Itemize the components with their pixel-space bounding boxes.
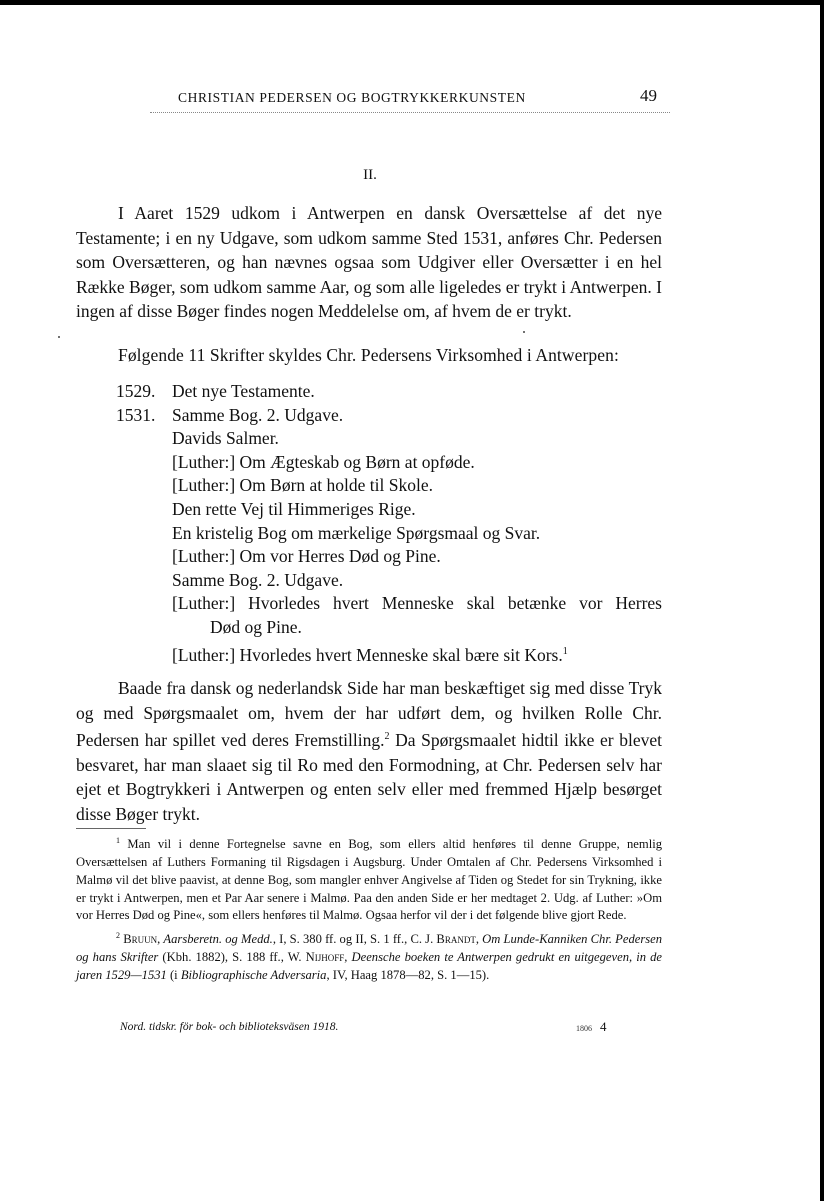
scan-speck [58,336,60,338]
footnote-ref: 2 [384,731,390,743]
footer-signature-number: 4 [600,1019,607,1034]
citation-title: Deensche boeken te Antwerpen gedrukt en uitgegeven, in de jaren 1529—1531 [76,950,662,982]
list-item [116,569,676,593]
list-title: Davids Salmer. [172,428,279,449]
footnote-ref: 1 [562,645,568,657]
list-item [116,498,676,522]
list-year: 1531. [116,404,156,425]
footnote-mark: 2 [116,931,120,941]
citation-title: Om Lunde-Kanniken Chr. Pedersen og hans Skrifter [76,932,663,965]
list-title: Samme Bog. 2. Udgave. [172,569,344,590]
list-item [116,380,676,404]
paragraph-1 [76,201,662,324]
footnote-mark: 1 [116,836,120,845]
list-title: Den rette Vej til Himmeriges Rige. [172,498,416,519]
list-title: Det nye Testamente. [172,381,315,401]
list-item [116,592,676,639]
list-title [172,640,676,667]
section-heading: II. [363,167,377,183]
author-bruun: Bruun [123,932,158,947]
list-title: [Luther:] Om Børn at holde til Skole. [172,475,433,496]
list-item [116,451,676,475]
list-item [116,640,676,667]
list-item [116,427,676,451]
paragraph-2-text: Følgende 11 Skrifter skyldes Chr. Pedersens Virksomhed i Antwerpen: [118,345,619,365]
scan-edge-right [820,0,824,1201]
footer-signature-small: 1806 [576,1024,592,1033]
footnotes [76,832,662,987]
citation-title: Bibliographische Adversaria [180,967,327,982]
footnote-1-text: Man vil i denne Fortegnelse savne en Bog, som ellers altid henføres til denne Gruppe, nemlig Oversættelsen af Luthers Formaning til Rigsdagen i Augsburg. Under Omtalen af Chr. Pedersens Virksomhed i Malmø vil det blive paavist, at denne Bog, som mangler enhver Angivelse af Tiden og Stedet for sin Trykning, ikke er trykt i Antwerpen, men et Par Aar senere i Malmø. Paa den anden Side er her medtaget 2. Udg. af Luther: »Om vor Herres Død og Pine«, som ellers henføres til Malmø. Ogsaa herfor vil der i det følgende blive gjort Rede. [76,837,662,923]
list-title: [Luther:] Om Ægteskab og Børn at opføde. [172,451,475,472]
list-item [116,474,676,498]
footnote-1 [76,832,662,925]
paragraph-3-text: Baade fra dansk og nederlandsk Side har man beskæftiget sig med disse Tryk og med Spørgsmaalet om, hvem der har udført dem, og hvilken Rolle Chr. Pedersen har spillet ved deres Fremstilling. [76,678,662,751]
list-title: [Luther:] Om vor Herres Død og Pine. [172,546,441,567]
running-head: CHRISTIAN PEDERSEN OG BOGTRYKKERKUNSTEN [178,90,526,105]
works-list [116,380,676,667]
list-item [116,522,676,546]
footer-signature [576,1019,607,1035]
scan-speck [523,331,525,333]
author-brandt: Brandt [436,932,476,947]
list-item [116,404,676,428]
scan-edge-top [0,0,824,5]
list-title: Samme Bog. 2. Udgave. [172,404,344,425]
list-title: En kristelig Bog om mærkelige Spørgsmaal og Svar. [172,522,541,543]
list-title-text: [Luther:] Hvorledes hvert Menneske skal bære sit Kors. [172,644,563,665]
footer-journal: Nord. tidskr. för bok- och biblioteksväsen 1918. [120,1021,339,1033]
paragraph-2 [76,343,662,368]
list-title-continuation: Død og Pine. [210,616,302,637]
list-title-line: [Luther:] Hvorledes hvert Menneske skal betænke vor Herres [172,593,662,614]
list-title [172,592,662,639]
header-rule [150,112,670,113]
footnote-rule [76,828,146,829]
citation-title: Aarsberetn. og Medd. [163,932,273,947]
list-item [116,545,676,569]
author-nijhoff: Nijhoff [305,950,345,965]
footnote-2: $^2$ Bruun, Aarsberetn. og Medd., I, S. 380 ff. og II, S. 1 ff., C. J. Brandt, Om Lunde-Kanniken Chr. Pedersen og hans Skrifter (Kbh. 1882), S. 188 ff., W. Nijhoff, Deensche boeken te Antwerpen gedrukt en uitgegeven, in de jaren 1529—1531 (i Bibliographische Adversaria, IV, Haag 1878—82, S. 1—15). [76,931,663,982]
list-year: 1529. [116,381,156,401]
page-number: 49 [640,86,657,105]
paragraph-3-text-end: Da Spørgsmaalet hidtil ikke er blevet besvaret, har man slaaet sig til Ro med den Formodning, at Chr. Pedersen selv har ejet et Bogtrykkeri i Antwerpen og enten selv eller med fremmed Hjælp besørget disse Bøger trykt. [76,730,663,824]
paragraph-3 [76,676,662,826]
paragraph-1-text: I Aaret 1529 udkom i Antwerpen en dansk Oversættelse af det nye Testamente; i en ny Udgave, som udkom samme Sted 1531, anføres Chr. Pedersen som Oversætteren, og han nævnes ogsaa som Udgiver eller Oversætter i en hel Række Bøger, som udkom samme Aar, og som alle ligeledes er trykt i Antwerpen. I ingen af disse Bøger findes nogen Meddelelse om, af hvem de er trykt. [76,203,662,322]
